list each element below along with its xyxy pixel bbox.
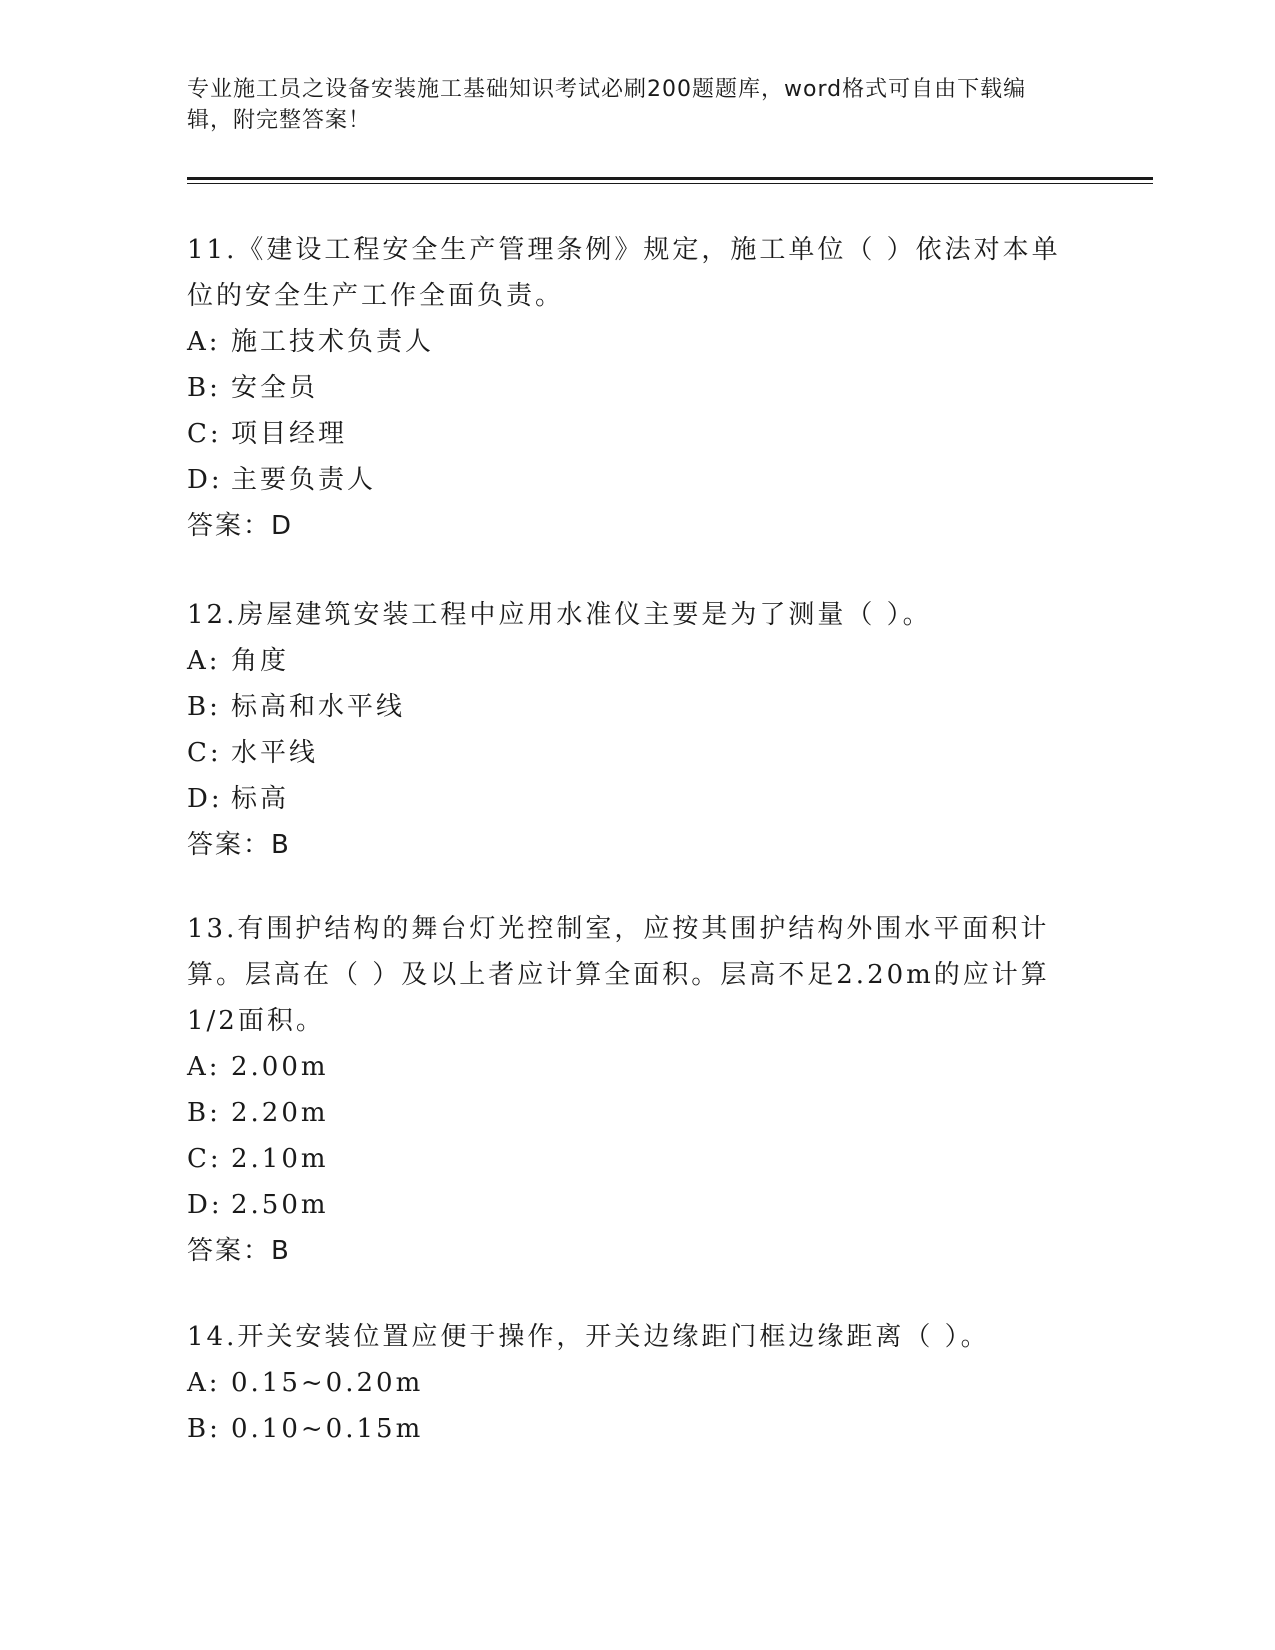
question-stem: 12.房屋建筑安装工程中应用水准仪主要是为了测量（ ）。	[187, 600, 932, 630]
option-key: B:	[187, 692, 221, 722]
option-key: D:	[187, 465, 223, 495]
option-text: 0.15~0.20m	[231, 1368, 424, 1398]
option-key: C:	[187, 1144, 222, 1174]
option-text: 标高	[231, 784, 290, 814]
option-key: C:	[187, 419, 222, 449]
question-stem: 13.有围护结构的舞台灯光控制室，应按其围护结构外围水平面积计算。层高在（ ）及以上者应计算全面积。层高不足2.20m的应计算1/2面积。	[187, 914, 1050, 1036]
option-text: 2.20m	[231, 1098, 329, 1128]
option-a	[187, 638, 1067, 684]
option-text: 2.50m	[231, 1190, 329, 1220]
option-c	[187, 1136, 1067, 1182]
option-text: 安全员	[231, 373, 319, 403]
option-key: A:	[187, 646, 221, 676]
question-stem: 11.《建设工程安全生产管理条例》规定，施工单位（ ）依法对本单位的安全生产工作全面负责。	[187, 235, 1061, 311]
answer-line: 答案：B	[187, 1236, 291, 1266]
option-text: 0.10~0.15m	[231, 1414, 424, 1444]
option-text: 2.00m	[231, 1052, 329, 1082]
question-stem: 14.开关安装位置应便于操作，开关边缘距门框边缘距离（ ）。	[187, 1322, 990, 1352]
option-text: 标高和水平线	[231, 692, 406, 722]
question-11	[187, 227, 1067, 549]
option-d	[187, 776, 1067, 822]
option-key: D:	[187, 1190, 223, 1220]
header-divider-thin	[187, 183, 1153, 184]
option-b	[187, 1406, 1067, 1452]
option-key: C:	[187, 738, 222, 768]
option-b	[187, 684, 1067, 730]
option-key: A:	[187, 1368, 221, 1398]
option-key: A:	[187, 327, 221, 357]
option-b	[187, 1090, 1067, 1136]
option-text: 水平线	[231, 738, 319, 768]
option-a	[187, 1360, 1067, 1406]
option-key: B:	[187, 373, 221, 403]
question-14	[187, 1314, 1067, 1452]
option-key: B:	[187, 1098, 221, 1128]
option-d	[187, 457, 1067, 503]
answer-line: 答案：B	[187, 830, 291, 860]
option-text: 施工技术负责人	[231, 327, 435, 357]
header-divider-thick	[187, 177, 1153, 180]
option-d	[187, 1182, 1067, 1228]
answer-line: 答案：D	[187, 511, 294, 541]
option-key: B:	[187, 1414, 221, 1444]
option-a	[187, 319, 1067, 365]
question-13	[187, 906, 1067, 1274]
option-key: D:	[187, 784, 223, 814]
option-text: 2.10m	[231, 1144, 329, 1174]
option-a	[187, 1044, 1067, 1090]
option-key: A:	[187, 1052, 221, 1082]
option-c	[187, 730, 1067, 776]
option-b	[187, 365, 1067, 411]
option-text: 角度	[231, 646, 290, 676]
question-12	[187, 592, 1067, 868]
option-c	[187, 411, 1067, 457]
option-text: 项目经理	[231, 419, 348, 449]
option-text: 主要负责人	[231, 465, 377, 495]
document-header: 专业施工员之设备安装施工基础知识考试必刷200题题库，word格式可自由下载编辑，附完整答案！	[187, 77, 1027, 133]
